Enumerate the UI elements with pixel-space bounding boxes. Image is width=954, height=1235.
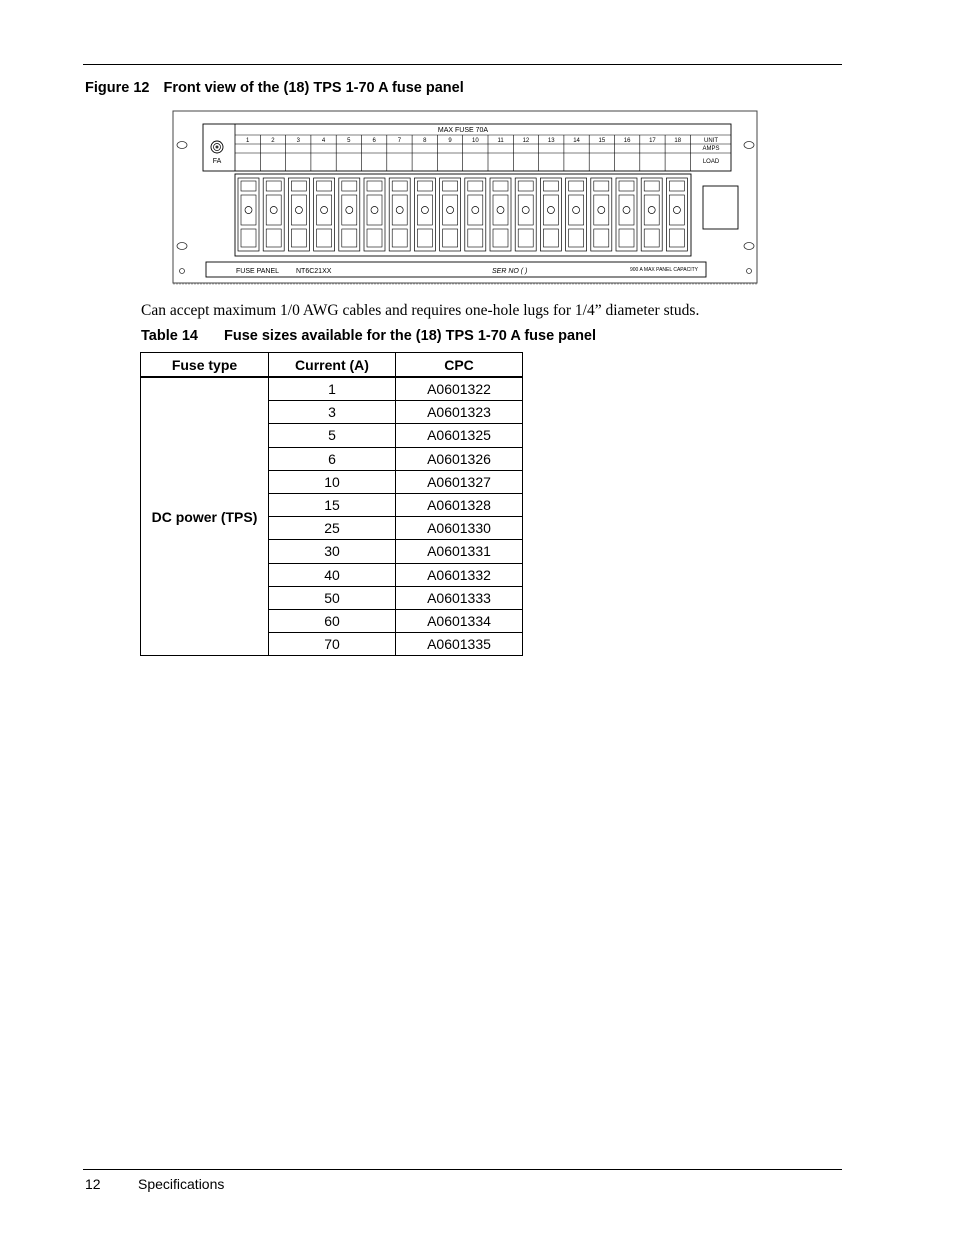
slot-number: 12 xyxy=(522,138,530,144)
fuse-holder-area xyxy=(235,174,691,256)
slot-number: 16 xyxy=(623,138,631,144)
current-cell: 60 xyxy=(269,609,396,632)
fuse-holder xyxy=(591,178,612,251)
table-header-row xyxy=(141,353,523,378)
fa-label: FA xyxy=(212,158,222,165)
header-rule xyxy=(83,64,842,65)
fuse-holder xyxy=(641,178,662,251)
figure-title: Front view of the (18) TPS 1-70 A fuse panel xyxy=(163,80,464,96)
serial-label: SER NO ( ) xyxy=(492,268,528,275)
cpc-cell: A0601327 xyxy=(396,470,523,493)
fuse-holder xyxy=(616,178,637,251)
table-number: Table 14 xyxy=(141,328,198,344)
fuse-holder xyxy=(440,178,461,251)
fuse-holder xyxy=(666,178,687,251)
fuse-holder xyxy=(566,178,587,251)
current-cell: 25 xyxy=(269,517,396,540)
slot-number: 6 xyxy=(372,138,376,144)
slot-number: 14 xyxy=(573,138,580,144)
slot-number: 8 xyxy=(423,138,427,144)
fuse-type-cell: DC power (TPS) xyxy=(141,377,269,656)
current-cell: 5 xyxy=(269,424,396,447)
current-cell: 15 xyxy=(269,493,396,516)
footer-section-name: Specifications xyxy=(138,1176,225,1192)
current-cell: 3 xyxy=(269,401,396,424)
current-cell: 6 xyxy=(269,447,396,470)
cpc-cell: A0601328 xyxy=(396,493,523,516)
footer-rule xyxy=(83,1169,842,1170)
current-cell: 10 xyxy=(269,470,396,493)
fuse-holder xyxy=(238,178,259,251)
amps-label: AMPS xyxy=(702,146,720,152)
fuse-holders xyxy=(238,178,687,251)
header-cpc: CPC xyxy=(396,353,523,378)
cpc-cell: A0601332 xyxy=(396,563,523,586)
current-cell: 1 xyxy=(269,377,396,401)
cpc-cell: A0601333 xyxy=(396,586,523,609)
header-fuse-type: Fuse type xyxy=(141,353,269,378)
fuse-holder xyxy=(288,178,309,251)
fuse-panel-label: FUSE PANEL xyxy=(236,268,280,275)
table-title: Fuse sizes available for the (18) TPS 1-70 A fuse panel xyxy=(224,328,597,344)
capacity-label: 900 A MAX PANEL CAPACITY xyxy=(630,267,698,273)
slot-number: 3 xyxy=(296,138,300,144)
fuse-holder xyxy=(465,178,486,251)
fuse-holder xyxy=(339,178,360,251)
body-paragraph: Can accept maximum 1/0 AWG cables and requires one-hole lugs for 1/4” diameter studs. xyxy=(141,302,700,319)
cpc-cell: A0601334 xyxy=(396,609,523,632)
fuse-holder xyxy=(490,178,511,251)
slot-number: 4 xyxy=(321,138,326,144)
slot-number: 10 xyxy=(472,138,479,144)
slot-number: 5 xyxy=(347,138,351,144)
panel-window xyxy=(703,186,738,229)
current-cell: 30 xyxy=(269,540,396,563)
fuse-holder xyxy=(263,178,284,251)
fuse-holder xyxy=(364,178,385,251)
slot-number: 11 xyxy=(497,138,504,144)
slot-number: 1 xyxy=(245,138,250,144)
cpc-cell: A0601330 xyxy=(396,517,523,540)
header-current: Current (A) xyxy=(269,353,396,378)
fuse-size-table xyxy=(140,352,523,656)
cpc-cell: A0601335 xyxy=(396,633,523,656)
cpc-cell: A0601331 xyxy=(396,540,523,563)
slot-number: 2 xyxy=(271,138,275,144)
slot-number: 15 xyxy=(598,138,606,144)
load-label: LOAD xyxy=(702,159,720,165)
slot-number: 18 xyxy=(674,138,682,144)
cpc-cell: A0601322 xyxy=(396,377,523,401)
slot-number: 7 xyxy=(397,138,402,144)
fuse-panel-diagram xyxy=(170,108,760,286)
slot-number: 17 xyxy=(649,138,656,144)
figure-number: Figure 12 xyxy=(85,80,150,96)
max-fuse-label: MAX FUSE 70A xyxy=(437,127,489,134)
fuse-holder xyxy=(540,178,561,251)
fuse-holder xyxy=(414,178,435,251)
figure-caption xyxy=(85,80,464,96)
cpc-cell: A0601326 xyxy=(396,447,523,470)
table-caption xyxy=(141,328,596,344)
slot-number: 9 xyxy=(448,138,452,144)
model-label: NT6C21XX xyxy=(296,268,332,275)
current-cell: 70 xyxy=(269,633,396,656)
cpc-cell: A0601323 xyxy=(396,401,523,424)
unit-label: UNIT xyxy=(704,138,718,144)
page-number: 12 xyxy=(85,1176,101,1192)
current-cell: 50 xyxy=(269,586,396,609)
fuse-holder xyxy=(389,178,410,251)
slot-number: 13 xyxy=(547,138,555,144)
table-row xyxy=(141,377,523,401)
current-cell: 40 xyxy=(269,563,396,586)
cpc-cell: A0601325 xyxy=(396,424,523,447)
fuse-holder xyxy=(515,178,536,251)
fuse-holder xyxy=(314,178,335,251)
